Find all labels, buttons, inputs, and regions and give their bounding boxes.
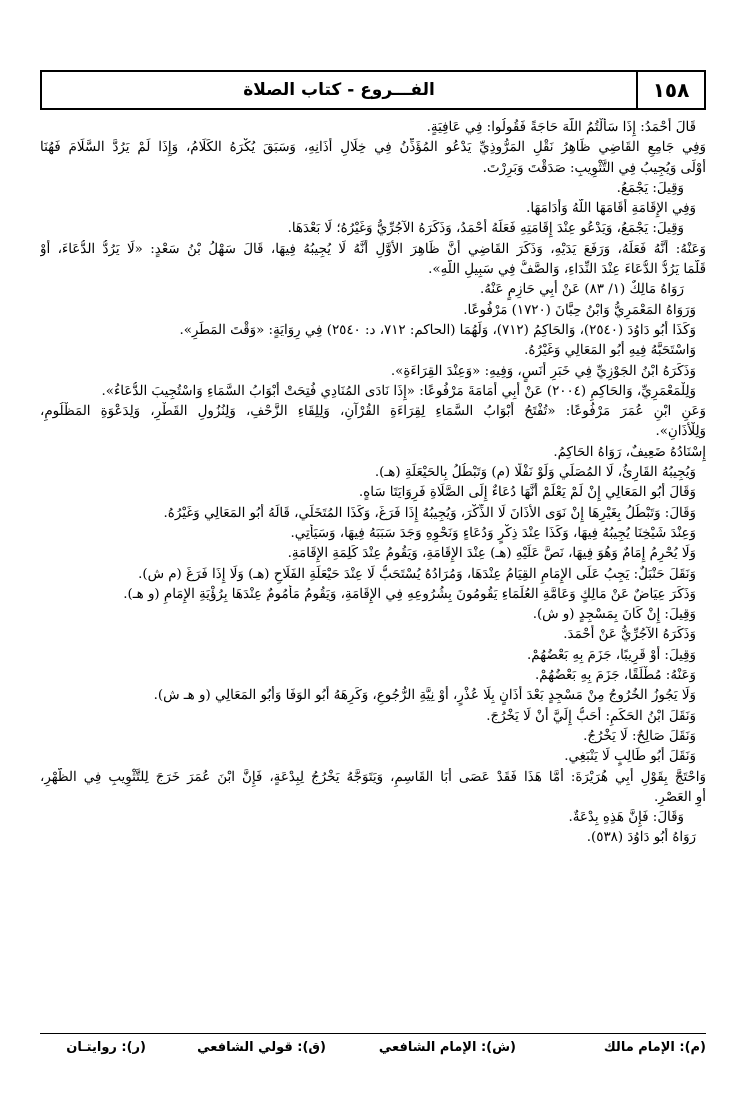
abbr-malik: (م): الإمام مالك bbox=[603, 1040, 706, 1055]
text-line: وَعَنِ ابْنِ عُمَرَ مَرْفُوعًا: «تُفْتَحُ أَبْوَابُ السَّمَاءِ لِقِرَاءَةِ القُرْآنِ، وَلِلِقَاءِ الزَّحْفِ، وَلِنُزُولِ القَطْرِ، وَلِدَعْوَةِ المَظْلُومِ، bbox=[40, 404, 706, 420]
text-line: وَكَذَا أَبُو دَاوُدَ (٢٥٤٠)، وَالحَاكِمُ (٧١٢)، وَلَهُمَا (الحاكم: ٧١٢، د: ٢٥٤٠) فِي رِوَايَةٍ: «وَقْتَ المَطَرِ». bbox=[179, 322, 696, 338]
text-line: وَقَالَ: وَتَبْطُلُ بِغَيْرِهَا إِنْ نَوَى الأَذَانَ لَا الذِّكْرَ، وَيُجِيبُهُ إِذَا فَرَغَ، وَكَذَا المُتَخَلِّي، قَالَهُ أَبُو المَعَالِي وَغَيْرُهُ. bbox=[163, 505, 696, 521]
text-line: رَوَاهُ مَالِكٌ (١/ ٨٣) عَنْ أَبِي حَازِمٍ عَنْهُ. bbox=[479, 282, 684, 298]
text-line: وَلِلْأَذَانِ». bbox=[655, 424, 706, 440]
text-line: وَنَقَلَ حَنْبَلٌ: يَجِبُ عَلَى الإِمَامِ القِيَامُ عِنْدَهَا، وَمُرَادُهُ يُسْتَحَبُّ لَا عِنْدَ حَيْعَلَةِ الفَلَاحِ (هـ) وَلَا إِذَا فَرَغَ (م ش). bbox=[138, 566, 696, 582]
text-line: وَقَالَ أَبُو المَعَالِي إِنْ لَمْ يَعْلَمْ أَنَّهَا دُعَاءٌ إِلَى الصَّلَاةِ فَرِوَايَتَا سَاهٍ. bbox=[358, 485, 696, 501]
main-text bbox=[40, 118, 706, 849]
text-line: أَوِ العَصْرِ. bbox=[654, 789, 706, 805]
text-line: وَعَنْهُ: مُطْلَقًا، جَزَمَ بِهِ بَعْضُهُمْ. bbox=[535, 668, 696, 684]
text-line: وَلَا يُحْرِمُ إِمَامٌ وَهُوَ فِيهَا، نَصَّ عَلَيْهِ (هـ) عِنْدَ الإِقَامَةِ، وَيَقُومُ عِنْدَ كَلِمَةِ الإِقَامَةِ. bbox=[287, 546, 696, 562]
running-title: الفـــروع - كتاب الصلاة bbox=[243, 80, 435, 100]
footer-divider bbox=[40, 1033, 706, 1034]
text-line: وَيُجِيبُهُ القَارِئُ، لَا المُصَلِّي وَلَوْ نَفْلًا (م) وَتَبْطُلُ بِالحَيْعَلَةِ (هـ). bbox=[374, 465, 696, 481]
text-line: وَفِي جَامِعِ القَاضِي ظَاهِرُ نَقْلِ المَرُّوذِيِّ يَدْعُو المُؤَذِّنُ فِي خِلَالِ أَذَانِهِ، وَسَبَقَ يُكْرَهُ الكَلَامُ، وَإِذَا لَمْ يَرُدَّ السَّلَامَ فَهُنَا bbox=[40, 140, 706, 156]
text-line: وَقِيلَ: إِنْ كَانَ بِمَسْجِدٍ (و ش). bbox=[532, 607, 696, 623]
text-line: إِسْنَادُهُ ضَعِيفٌ، رَوَاهُ الحَاكِمُ. bbox=[553, 444, 706, 460]
abbr-shafii: (ش): الإمام الشافعي bbox=[378, 1040, 516, 1055]
text-line: وَرَوَاهُ المَعْمَرِيُّ وَابْنُ حِبَّانَ (١٧٢٠) مَرْفُوعًا. bbox=[463, 302, 696, 318]
text-line: رَوَاهُ أَبُو دَاوُدَ (٥٣٨). bbox=[586, 830, 696, 846]
text-line: وَذَكَرَ عِيَاضٌ عَنْ مَالِكٍ وَعَامَّةِ العُلَمَاءِ يَقُومُونَ بِشُرُوعِهِ فِي الإِقَامَةِ، وَيَقُومُ مَأْمُومٌ عِنْدَهَا بِرُؤْيَةِ الإِمَامِ (و هـ). bbox=[123, 586, 696, 602]
text-line: وَقَالَ: فَإِنَّ هَذِهِ بِدْعَةٌ. bbox=[568, 810, 684, 826]
text-line: وَعِنْدَ شَيْخِنَا يُجِيبُهُ فِيهَا، وَكَذَا عِنْدَ ذِكْرٍ وَدُعَاءٍ وَنَحْوِهِ وَجَدَ سَبَبَهُ فِيهَا، وَسَيَأْتِي. bbox=[290, 525, 696, 541]
text-line: أَوْلَى وَيُجِيبُ فِي التَّثْوِيبِ: صَدَقْتَ وَبَرِرْتَ. bbox=[482, 160, 706, 176]
text-line: وَلَا يَجُوزُ الخُرُوجُ مِنْ مَسْجِدٍ بَعْدَ أَذَانٍ بِلَا عُذْرٍ، أَوْ نِيَّةِ الرُّجُوعِ، وَكَرِهَهُ أَبُو الوَفَا وَأَبُو المَعَالِي (و هـ ش). bbox=[153, 688, 696, 704]
abbr-shafii-two-views: (ق): قولي الشافعي bbox=[197, 1040, 326, 1055]
text-line: وَفِي الإِقَامَةِ أَقَامَهَا اللَّهُ وَأَدَامَهَا. bbox=[526, 201, 696, 217]
text-line: وَنَقَلَ ابْنُ الحَكَمِ: أَحَبُّ إِلَيَّ أَنْ لَا يَخْرُجَ. bbox=[486, 708, 696, 724]
text-line: وَقِيلَ: يَجْمَعُ، وَيَدْعُو عِنْدَ إِقَامَتِهِ فَعَلَهُ أَحْمَدُ، وَذَكَرَهُ الآجُرِّيُّ وَغَيْرُهُ؛ لَا بَعْدَهَا. bbox=[287, 221, 684, 237]
text-line: وَقِيلَ: أَوْ قَرِيبًا، جَزَمَ بِهِ بَعْضُهُمْ. bbox=[527, 647, 696, 663]
text-line: قَالَ أَحْمَدُ: إِذَا سَأَلْتُمُ اللَّهَ حَاجَةً فَقُولُوا: فِي عَافِيَةٍ. bbox=[426, 120, 696, 135]
text-line: وَذَكَرَهُ الآجُرِّيُّ عَنْ أَحْمَدَ. bbox=[563, 627, 696, 643]
text-line: وَاسْتَحَبَّهُ فِيهِ أَبُو المَعَالِي وَغَيْرُهُ. bbox=[524, 343, 696, 359]
text-line: وَلِلْمَعْمَرِيِّ، وَالحَاكِمِ (٢٠٠٤) عَنْ أَبِي أُمَامَةَ مَرْفُوعًا: «إِذَا نَادَى المُنَادِي فُتِحَتْ أَبْوَابُ السَّمَاءِ وَاسْتُجِيبَ الدُّعَاءُ». bbox=[101, 383, 696, 399]
abbr-two-narrations: (ر): روايتـان bbox=[66, 1040, 146, 1055]
text-line: وَنَقَلَ صَالِحٌ: لَا يَخْرُجُ. bbox=[583, 728, 696, 744]
page-number: ١٥٨ bbox=[636, 72, 704, 108]
text-line: وَنَقَلَ أَبُو طَالِبٍ لَا يَنْبَغِي. bbox=[564, 749, 696, 765]
text-line: وَذَكَرَهُ ابْنُ الجَوْزِيِّ فِي خَبَرِ أَنَسٍ، وَفِيهِ: «وَعِنْدَ القِرَاءَةِ». bbox=[390, 363, 696, 379]
page-header bbox=[40, 70, 706, 110]
text-line: وَقِيلَ: يَجْمَعُ. bbox=[616, 180, 684, 196]
abbreviation-key bbox=[40, 1040, 706, 1062]
text-line: قَلَّمَا يَرُدُّ الدُّعَاءَ عِنْدَ النِّدَاءِ، وَالصَّفُّ فِي سَبِيلِ اللَّهِ». bbox=[428, 262, 706, 278]
text-line: وَعَنْهُ: أَنَّهُ فَعَلَهُ، وَرَفَعَ يَدَيْهِ، وَذَكَرَ القَاضِي أَنَّ ظَاهِرَ الأَوَّلِ أَنَّهُ لَا يُجِيبُهُ فِيهَا، قَالَ سَهْلُ بْنُ سَعْدٍ: «لَا يَرُدُّ الدُّعَاءَ، أَوْ bbox=[40, 241, 706, 257]
text-line: وَاحْتَجَّ بِقَوْلِ أَبِي هُرَيْرَةَ: أَمَّا هَذَا فَقَدْ عَصَى أَبَا القَاسِمِ، وَيَتَوَجَّهُ يَخْرُجُ لِبِدْعَةٍ، فَإِنَّ ابْنَ عُمَرَ خَرَجَ لِلتَّثْوِيبِ فِي الظُّهْرِ، bbox=[40, 769, 706, 785]
